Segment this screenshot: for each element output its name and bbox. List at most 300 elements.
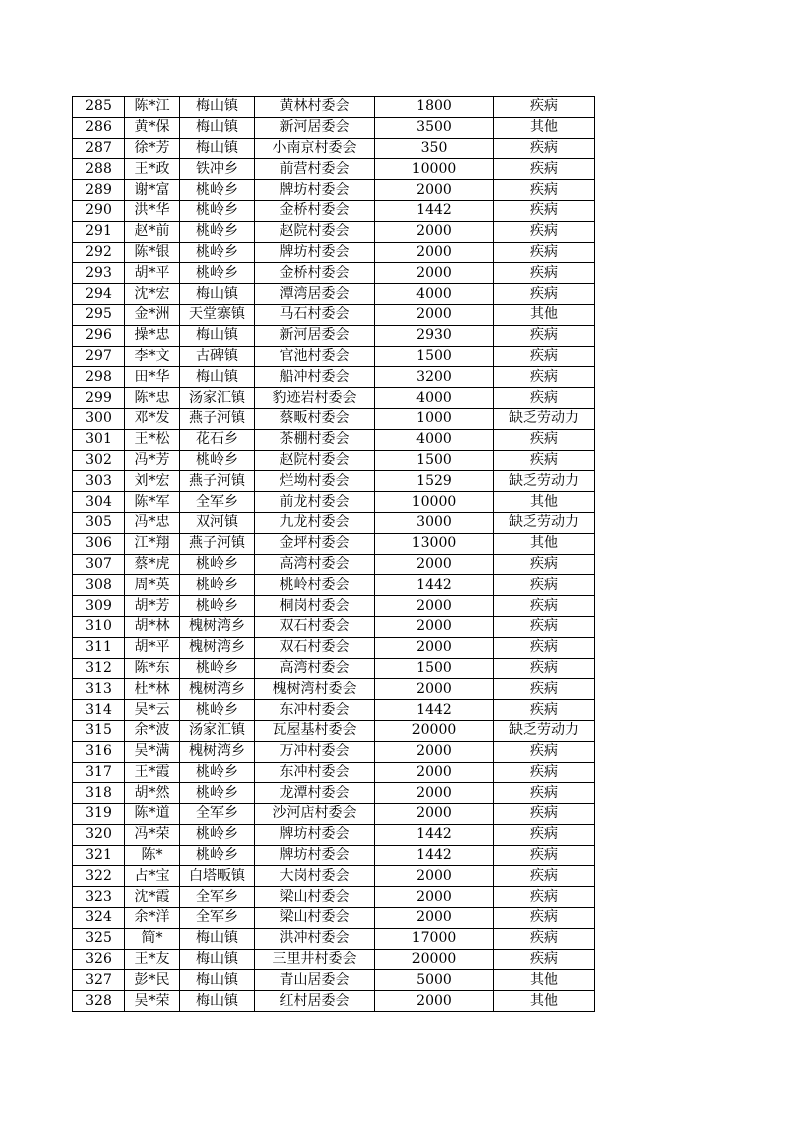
amount-cell: 13000 bbox=[375, 533, 494, 554]
name-cell: 王*政 bbox=[125, 159, 180, 180]
amount-cell: 10000 bbox=[375, 159, 494, 180]
township-cell: 桃岭乡 bbox=[180, 242, 255, 263]
village-committee-cell: 梁山村委会 bbox=[255, 887, 375, 908]
table-row bbox=[73, 928, 595, 949]
table-row bbox=[73, 304, 595, 325]
amount-cell: 1500 bbox=[375, 658, 494, 679]
amount-cell: 2000 bbox=[375, 221, 494, 242]
table-row bbox=[73, 949, 595, 970]
name-cell: 王*松 bbox=[125, 429, 180, 450]
name-cell: 邓*发 bbox=[125, 408, 180, 429]
name-cell: 简* bbox=[125, 928, 180, 949]
amount-cell: 20000 bbox=[375, 720, 494, 741]
village-committee-cell: 牌坊村委会 bbox=[255, 242, 375, 263]
reason-cell: 疾病 bbox=[494, 388, 595, 409]
reason-cell: 缺乏劳动力 bbox=[494, 720, 595, 741]
reason-cell: 疾病 bbox=[494, 783, 595, 804]
township-cell: 梅山镇 bbox=[180, 284, 255, 305]
reason-cell: 疾病 bbox=[494, 887, 595, 908]
row-number-cell: 303 bbox=[73, 471, 125, 492]
amount-cell: 2000 bbox=[375, 554, 494, 575]
township-cell: 梅山镇 bbox=[180, 97, 255, 118]
table-row bbox=[73, 991, 595, 1012]
name-cell: 杜*林 bbox=[125, 679, 180, 700]
table-row bbox=[73, 616, 595, 637]
name-cell: 吴*荣 bbox=[125, 991, 180, 1012]
row-number-cell: 307 bbox=[73, 554, 125, 575]
amount-cell: 350 bbox=[375, 138, 494, 159]
reason-cell: 疾病 bbox=[494, 180, 595, 201]
village-committee-cell: 牌坊村委会 bbox=[255, 845, 375, 866]
reason-cell: 其他 bbox=[494, 117, 595, 138]
township-cell: 槐树湾乡 bbox=[180, 741, 255, 762]
township-cell: 梅山镇 bbox=[180, 949, 255, 970]
village-committee-cell: 小南京村委会 bbox=[255, 138, 375, 159]
reason-cell: 疾病 bbox=[494, 845, 595, 866]
township-cell: 全军乡 bbox=[180, 492, 255, 513]
township-cell: 双河镇 bbox=[180, 512, 255, 533]
village-committee-cell: 桃岭村委会 bbox=[255, 575, 375, 596]
amount-cell: 3500 bbox=[375, 117, 494, 138]
amount-cell: 1442 bbox=[375, 700, 494, 721]
table-row bbox=[73, 866, 595, 887]
reason-cell: 疾病 bbox=[494, 762, 595, 783]
row-number-cell: 326 bbox=[73, 949, 125, 970]
row-number-cell: 328 bbox=[73, 991, 125, 1012]
township-cell: 桃岭乡 bbox=[180, 762, 255, 783]
village-committee-cell: 牌坊村委会 bbox=[255, 180, 375, 201]
name-cell: 王*友 bbox=[125, 949, 180, 970]
amount-cell: 2930 bbox=[375, 325, 494, 346]
name-cell: 胡*林 bbox=[125, 616, 180, 637]
row-number-cell: 296 bbox=[73, 325, 125, 346]
row-number-cell: 287 bbox=[73, 138, 125, 159]
name-cell: 操*忠 bbox=[125, 325, 180, 346]
village-committee-cell: 茶棚村委会 bbox=[255, 429, 375, 450]
row-number-cell: 305 bbox=[73, 512, 125, 533]
reason-cell: 疾病 bbox=[494, 159, 595, 180]
row-number-cell: 322 bbox=[73, 866, 125, 887]
amount-cell: 5000 bbox=[375, 970, 494, 991]
name-cell: 谢*富 bbox=[125, 180, 180, 201]
table-row bbox=[73, 159, 595, 180]
reason-cell: 缺乏劳动力 bbox=[494, 408, 595, 429]
name-cell: 余*波 bbox=[125, 720, 180, 741]
amount-cell: 2000 bbox=[375, 908, 494, 929]
reason-cell: 疾病 bbox=[494, 284, 595, 305]
name-cell: 胡*平 bbox=[125, 263, 180, 284]
village-committee-cell: 东冲村委会 bbox=[255, 700, 375, 721]
village-committee-cell: 高湾村委会 bbox=[255, 658, 375, 679]
reason-cell: 疾病 bbox=[494, 554, 595, 575]
name-cell: 冯*荣 bbox=[125, 824, 180, 845]
village-committee-cell: 高湾村委会 bbox=[255, 554, 375, 575]
reason-cell: 缺乏劳动力 bbox=[494, 471, 595, 492]
village-committee-cell: 前营村委会 bbox=[255, 159, 375, 180]
village-committee-cell: 红村居委会 bbox=[255, 991, 375, 1012]
row-number-cell: 294 bbox=[73, 284, 125, 305]
township-cell: 桃岭乡 bbox=[180, 221, 255, 242]
village-committee-cell: 烂坳村委会 bbox=[255, 471, 375, 492]
name-cell: 陈* bbox=[125, 845, 180, 866]
village-committee-cell: 槐树湾村委会 bbox=[255, 679, 375, 700]
roster-body bbox=[73, 97, 595, 1012]
amount-cell: 17000 bbox=[375, 928, 494, 949]
reason-cell: 疾病 bbox=[494, 200, 595, 221]
village-committee-cell: 万冲村委会 bbox=[255, 741, 375, 762]
table-row bbox=[73, 887, 595, 908]
name-cell: 徐*芳 bbox=[125, 138, 180, 159]
township-cell: 桃岭乡 bbox=[180, 845, 255, 866]
village-committee-cell: 金桥村委会 bbox=[255, 200, 375, 221]
reason-cell: 疾病 bbox=[494, 741, 595, 762]
row-number-cell: 325 bbox=[73, 928, 125, 949]
table-row bbox=[73, 804, 595, 825]
amount-cell: 4000 bbox=[375, 429, 494, 450]
village-committee-cell: 三里井村委会 bbox=[255, 949, 375, 970]
amount-cell: 2000 bbox=[375, 762, 494, 783]
name-cell: 蔡*虎 bbox=[125, 554, 180, 575]
table-row bbox=[73, 554, 595, 575]
village-committee-cell: 洪冲村委会 bbox=[255, 928, 375, 949]
name-cell: 陈*道 bbox=[125, 804, 180, 825]
reason-cell: 疾病 bbox=[494, 325, 595, 346]
amount-cell: 2000 bbox=[375, 887, 494, 908]
township-cell: 梅山镇 bbox=[180, 970, 255, 991]
name-cell: 田*华 bbox=[125, 367, 180, 388]
amount-cell: 4000 bbox=[375, 388, 494, 409]
village-committee-cell: 九龙村委会 bbox=[255, 512, 375, 533]
township-cell: 梅山镇 bbox=[180, 325, 255, 346]
row-number-cell: 304 bbox=[73, 492, 125, 513]
township-cell: 桃岭乡 bbox=[180, 658, 255, 679]
row-number-cell: 309 bbox=[73, 596, 125, 617]
amount-cell: 2000 bbox=[375, 304, 494, 325]
row-number-cell: 316 bbox=[73, 741, 125, 762]
name-cell: 胡*然 bbox=[125, 783, 180, 804]
reason-cell: 疾病 bbox=[494, 908, 595, 929]
reason-cell: 疾病 bbox=[494, 138, 595, 159]
table-row bbox=[73, 700, 595, 721]
amount-cell: 2000 bbox=[375, 804, 494, 825]
row-number-cell: 295 bbox=[73, 304, 125, 325]
name-cell: 胡*芳 bbox=[125, 596, 180, 617]
township-cell: 桃岭乡 bbox=[180, 824, 255, 845]
row-number-cell: 314 bbox=[73, 700, 125, 721]
township-cell: 桃岭乡 bbox=[180, 180, 255, 201]
name-cell: 王*霞 bbox=[125, 762, 180, 783]
amount-cell: 1442 bbox=[375, 200, 494, 221]
name-cell: 沈*霞 bbox=[125, 887, 180, 908]
amount-cell: 3200 bbox=[375, 367, 494, 388]
table-row bbox=[73, 429, 595, 450]
row-number-cell: 310 bbox=[73, 616, 125, 637]
amount-cell: 2000 bbox=[375, 991, 494, 1012]
village-committee-cell: 官池村委会 bbox=[255, 346, 375, 367]
row-number-cell: 306 bbox=[73, 533, 125, 554]
row-number-cell: 311 bbox=[73, 637, 125, 658]
name-cell: 沈*宏 bbox=[125, 284, 180, 305]
table-row bbox=[73, 284, 595, 305]
reason-cell: 疾病 bbox=[494, 824, 595, 845]
row-number-cell: 297 bbox=[73, 346, 125, 367]
table-row bbox=[73, 596, 595, 617]
township-cell: 桃岭乡 bbox=[180, 575, 255, 596]
row-number-cell: 288 bbox=[73, 159, 125, 180]
row-number-cell: 291 bbox=[73, 221, 125, 242]
village-committee-cell: 青山居委会 bbox=[255, 970, 375, 991]
township-cell: 全军乡 bbox=[180, 804, 255, 825]
village-committee-cell: 双石村委会 bbox=[255, 616, 375, 637]
amount-cell: 2000 bbox=[375, 866, 494, 887]
reason-cell: 疾病 bbox=[494, 866, 595, 887]
township-cell: 桃岭乡 bbox=[180, 596, 255, 617]
village-committee-cell: 潭湾居委会 bbox=[255, 284, 375, 305]
reason-cell: 疾病 bbox=[494, 97, 595, 118]
reason-cell: 疾病 bbox=[494, 679, 595, 700]
row-number-cell: 327 bbox=[73, 970, 125, 991]
amount-cell: 1500 bbox=[375, 450, 494, 471]
row-number-cell: 290 bbox=[73, 200, 125, 221]
name-cell: 余*洋 bbox=[125, 908, 180, 929]
table-row bbox=[73, 97, 595, 118]
name-cell: 陈*东 bbox=[125, 658, 180, 679]
amount-cell: 2000 bbox=[375, 741, 494, 762]
reason-cell: 疾病 bbox=[494, 596, 595, 617]
name-cell: 周*英 bbox=[125, 575, 180, 596]
township-cell: 天堂寨镇 bbox=[180, 304, 255, 325]
table-row bbox=[73, 720, 595, 741]
township-cell: 燕子河镇 bbox=[180, 533, 255, 554]
amount-cell: 2000 bbox=[375, 637, 494, 658]
amount-cell: 2000 bbox=[375, 263, 494, 284]
village-committee-cell: 东冲村委会 bbox=[255, 762, 375, 783]
township-cell: 桃岭乡 bbox=[180, 554, 255, 575]
reason-cell: 疾病 bbox=[494, 928, 595, 949]
reason-cell: 疾病 bbox=[494, 616, 595, 637]
village-committee-cell: 瓦屋基村委会 bbox=[255, 720, 375, 741]
township-cell: 梅山镇 bbox=[180, 138, 255, 159]
table-row bbox=[73, 408, 595, 429]
reason-cell: 疾病 bbox=[494, 804, 595, 825]
village-committee-cell: 赵院村委会 bbox=[255, 221, 375, 242]
name-cell: 刘*宏 bbox=[125, 471, 180, 492]
township-cell: 桃岭乡 bbox=[180, 783, 255, 804]
table-row bbox=[73, 117, 595, 138]
table-row bbox=[73, 512, 595, 533]
township-cell: 槐树湾乡 bbox=[180, 616, 255, 637]
township-cell: 桃岭乡 bbox=[180, 200, 255, 221]
amount-cell: 2000 bbox=[375, 242, 494, 263]
table-row bbox=[73, 325, 595, 346]
name-cell: 冯*忠 bbox=[125, 512, 180, 533]
reason-cell: 其他 bbox=[494, 533, 595, 554]
table-row bbox=[73, 492, 595, 513]
table-row bbox=[73, 450, 595, 471]
village-committee-cell: 赵院村委会 bbox=[255, 450, 375, 471]
table-row bbox=[73, 367, 595, 388]
row-number-cell: 299 bbox=[73, 388, 125, 409]
row-number-cell: 300 bbox=[73, 408, 125, 429]
village-committee-cell: 桐岗村委会 bbox=[255, 596, 375, 617]
village-committee-cell: 金桥村委会 bbox=[255, 263, 375, 284]
row-number-cell: 286 bbox=[73, 117, 125, 138]
village-committee-cell: 新河居委会 bbox=[255, 117, 375, 138]
table-row bbox=[73, 533, 595, 554]
row-number-cell: 292 bbox=[73, 242, 125, 263]
name-cell: 江*翔 bbox=[125, 533, 180, 554]
village-committee-cell: 大岗村委会 bbox=[255, 866, 375, 887]
row-number-cell: 313 bbox=[73, 679, 125, 700]
name-cell: 彭*民 bbox=[125, 970, 180, 991]
row-number-cell: 321 bbox=[73, 845, 125, 866]
table-row bbox=[73, 762, 595, 783]
reason-cell: 疾病 bbox=[494, 575, 595, 596]
amount-cell: 4000 bbox=[375, 284, 494, 305]
reason-cell: 疾病 bbox=[494, 658, 595, 679]
table-row bbox=[73, 242, 595, 263]
village-committee-cell: 梁山村委会 bbox=[255, 908, 375, 929]
table-row bbox=[73, 658, 595, 679]
township-cell: 花石乡 bbox=[180, 429, 255, 450]
table-row bbox=[73, 346, 595, 367]
amount-cell: 1442 bbox=[375, 845, 494, 866]
name-cell: 李*文 bbox=[125, 346, 180, 367]
amount-cell: 3000 bbox=[375, 512, 494, 533]
township-cell: 全军乡 bbox=[180, 887, 255, 908]
table-row bbox=[73, 200, 595, 221]
reason-cell: 疾病 bbox=[494, 450, 595, 471]
name-cell: 陈*银 bbox=[125, 242, 180, 263]
table-row bbox=[73, 679, 595, 700]
name-cell: 吴*云 bbox=[125, 700, 180, 721]
amount-cell: 2000 bbox=[375, 679, 494, 700]
reason-cell: 疾病 bbox=[494, 346, 595, 367]
amount-cell: 1500 bbox=[375, 346, 494, 367]
table-row bbox=[73, 221, 595, 242]
table-row bbox=[73, 637, 595, 658]
township-cell: 槐树湾乡 bbox=[180, 679, 255, 700]
row-number-cell: 298 bbox=[73, 367, 125, 388]
reason-cell: 疾病 bbox=[494, 700, 595, 721]
amount-cell: 20000 bbox=[375, 949, 494, 970]
row-number-cell: 323 bbox=[73, 887, 125, 908]
reason-cell: 疾病 bbox=[494, 242, 595, 263]
village-committee-cell: 蔡畈村委会 bbox=[255, 408, 375, 429]
table-row bbox=[73, 783, 595, 804]
amount-cell: 10000 bbox=[375, 492, 494, 513]
row-number-cell: 308 bbox=[73, 575, 125, 596]
township-cell: 梅山镇 bbox=[180, 991, 255, 1012]
reason-cell: 疾病 bbox=[494, 949, 595, 970]
amount-cell: 2000 bbox=[375, 596, 494, 617]
reason-cell: 缺乏劳动力 bbox=[494, 512, 595, 533]
name-cell: 黄*保 bbox=[125, 117, 180, 138]
village-committee-cell: 沙河店村委会 bbox=[255, 804, 375, 825]
table-row bbox=[73, 845, 595, 866]
table-row bbox=[73, 824, 595, 845]
name-cell: 赵*前 bbox=[125, 221, 180, 242]
name-cell: 胡*平 bbox=[125, 637, 180, 658]
row-number-cell: 285 bbox=[73, 97, 125, 118]
assistance-roster-table bbox=[72, 96, 595, 1012]
amount-cell: 1000 bbox=[375, 408, 494, 429]
amount-cell: 1800 bbox=[375, 97, 494, 118]
reason-cell: 其他 bbox=[494, 304, 595, 325]
township-cell: 梅山镇 bbox=[180, 117, 255, 138]
village-committee-cell: 船冲村委会 bbox=[255, 367, 375, 388]
row-number-cell: 293 bbox=[73, 263, 125, 284]
township-cell: 汤家汇镇 bbox=[180, 720, 255, 741]
township-cell: 白塔畈镇 bbox=[180, 866, 255, 887]
township-cell: 全军乡 bbox=[180, 908, 255, 929]
row-number-cell: 324 bbox=[73, 908, 125, 929]
amount-cell: 1442 bbox=[375, 824, 494, 845]
name-cell: 金*洲 bbox=[125, 304, 180, 325]
amount-cell: 1529 bbox=[375, 471, 494, 492]
township-cell: 梅山镇 bbox=[180, 367, 255, 388]
row-number-cell: 318 bbox=[73, 783, 125, 804]
row-number-cell: 319 bbox=[73, 804, 125, 825]
amount-cell: 2000 bbox=[375, 616, 494, 637]
name-cell: 洪*华 bbox=[125, 200, 180, 221]
village-committee-cell: 牌坊村委会 bbox=[255, 824, 375, 845]
township-cell: 槐树湾乡 bbox=[180, 637, 255, 658]
reason-cell: 疾病 bbox=[494, 429, 595, 450]
reason-cell: 疾病 bbox=[494, 221, 595, 242]
reason-cell: 其他 bbox=[494, 492, 595, 513]
village-committee-cell: 双石村委会 bbox=[255, 637, 375, 658]
table-row bbox=[73, 388, 595, 409]
row-number-cell: 317 bbox=[73, 762, 125, 783]
township-cell: 燕子河镇 bbox=[180, 471, 255, 492]
reason-cell: 其他 bbox=[494, 970, 595, 991]
reason-cell: 疾病 bbox=[494, 367, 595, 388]
table-row bbox=[73, 908, 595, 929]
reason-cell: 疾病 bbox=[494, 637, 595, 658]
table-row bbox=[73, 138, 595, 159]
village-committee-cell: 新河居委会 bbox=[255, 325, 375, 346]
name-cell: 占*宝 bbox=[125, 866, 180, 887]
township-cell: 古碑镇 bbox=[180, 346, 255, 367]
township-cell: 汤家汇镇 bbox=[180, 388, 255, 409]
amount-cell: 2000 bbox=[375, 783, 494, 804]
row-number-cell: 302 bbox=[73, 450, 125, 471]
table-row bbox=[73, 263, 595, 284]
village-committee-cell: 豹迹岩村委会 bbox=[255, 388, 375, 409]
table-row bbox=[73, 471, 595, 492]
village-committee-cell: 前龙村委会 bbox=[255, 492, 375, 513]
table-row bbox=[73, 180, 595, 201]
township-cell: 桃岭乡 bbox=[180, 263, 255, 284]
row-number-cell: 289 bbox=[73, 180, 125, 201]
name-cell: 吴*满 bbox=[125, 741, 180, 762]
reason-cell: 疾病 bbox=[494, 263, 595, 284]
name-cell: 陈*军 bbox=[125, 492, 180, 513]
table-row bbox=[73, 575, 595, 596]
amount-cell: 1442 bbox=[375, 575, 494, 596]
name-cell: 冯*芳 bbox=[125, 450, 180, 471]
name-cell: 陈*忠 bbox=[125, 388, 180, 409]
township-cell: 桃岭乡 bbox=[180, 450, 255, 471]
township-cell: 梅山镇 bbox=[180, 928, 255, 949]
village-committee-cell: 黄林村委会 bbox=[255, 97, 375, 118]
row-number-cell: 312 bbox=[73, 658, 125, 679]
reason-cell: 其他 bbox=[494, 991, 595, 1012]
row-number-cell: 301 bbox=[73, 429, 125, 450]
village-committee-cell: 龙潭村委会 bbox=[255, 783, 375, 804]
row-number-cell: 315 bbox=[73, 720, 125, 741]
